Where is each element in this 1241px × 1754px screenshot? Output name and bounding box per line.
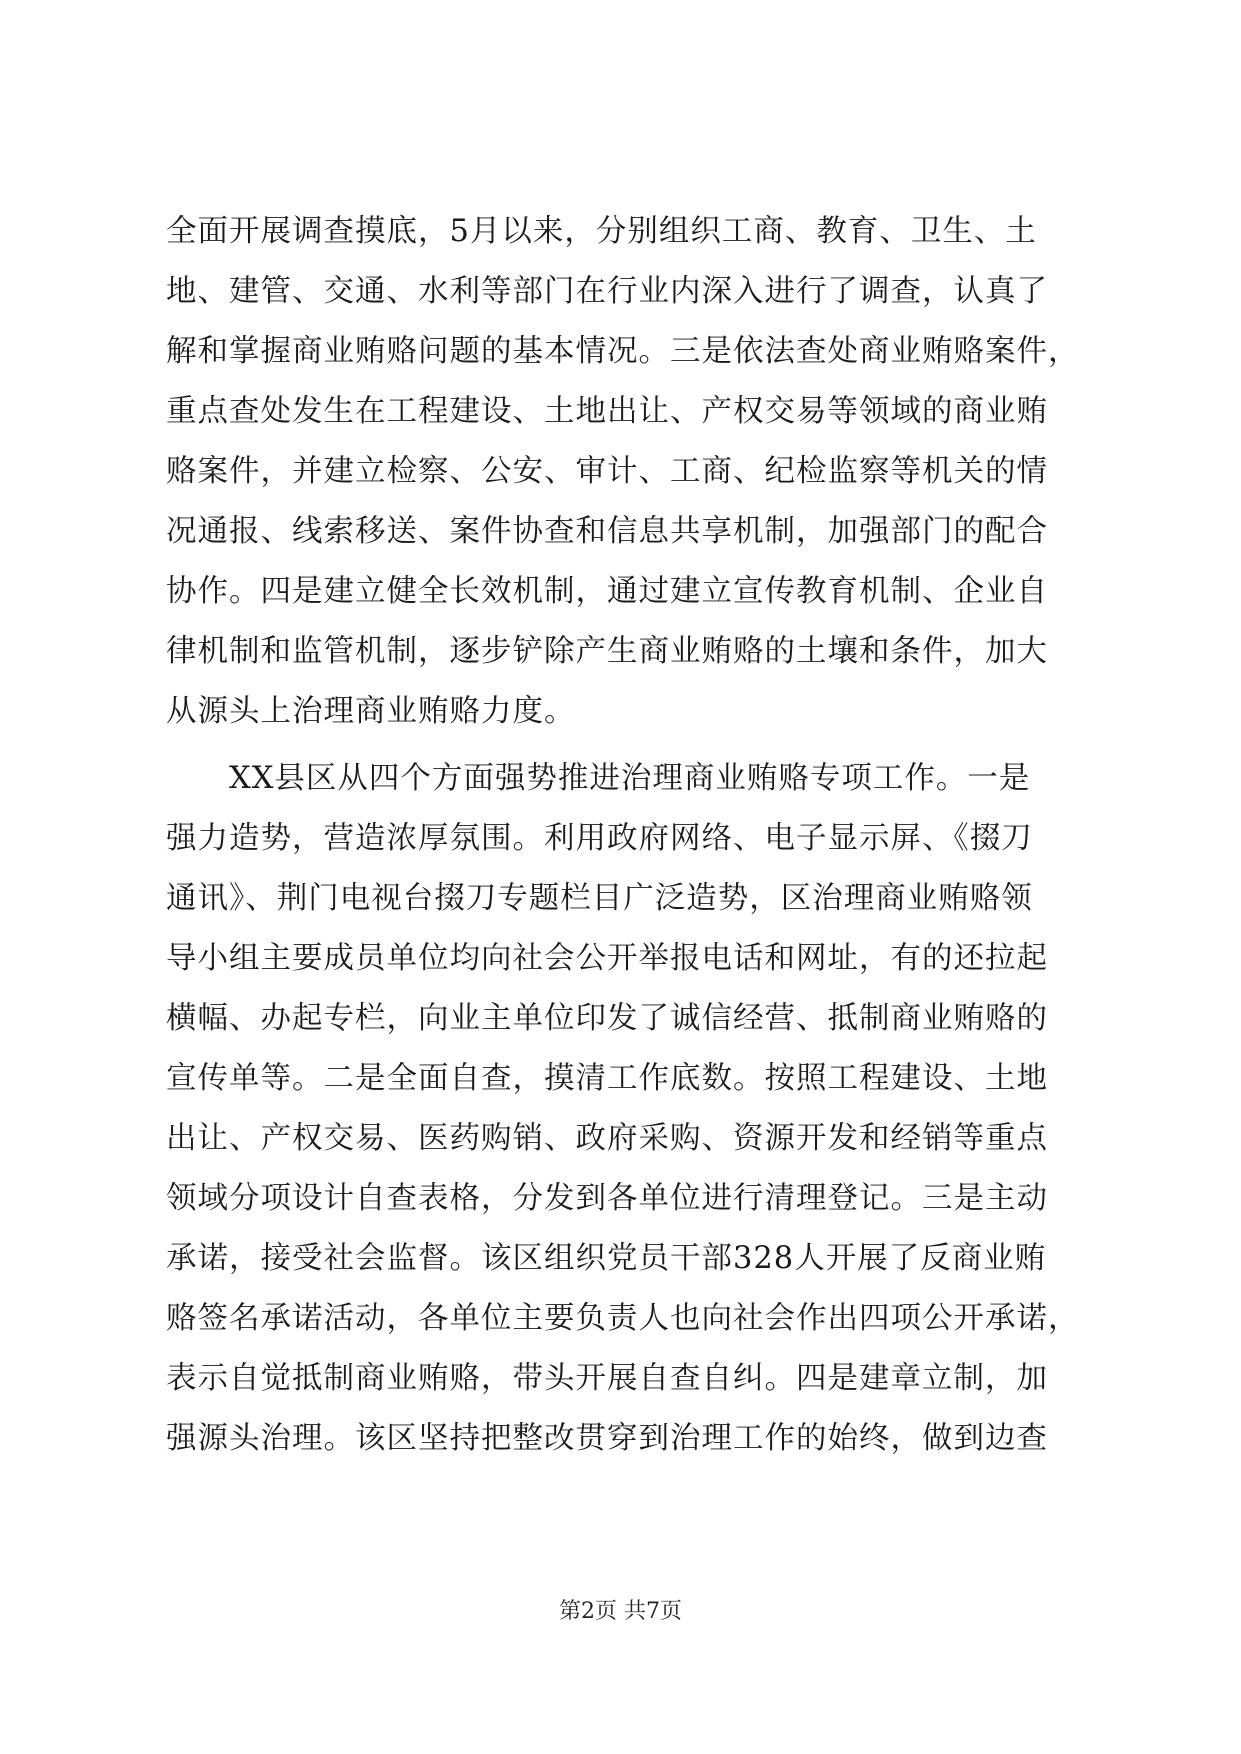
paragraph-start-line: XX县区从四个方面强势推进治理商业贿赂专项工作。一是 [166, 761, 1031, 796]
text-line: 况通报、线索移送、案件协查和信息共享机制，加强部门的配合 [166, 514, 1048, 549]
text-line: 通讯》、荆门电视台掇刀专题栏目广泛造势，区治理商业贿赂领 [166, 881, 1033, 916]
text-line: 从源头上治理商业贿赂力度。 [166, 694, 576, 729]
text-line: 表示自觉抵制商业贿赂，带头开展自查自纠。四是建章立制，加 [166, 1361, 1048, 1396]
text-line: 赂签名承诺活动，各单位主要负责人也向社会作出四项公开承诺， [166, 1301, 1080, 1336]
page-footer: 第2页 共7页 [559, 1599, 682, 1624]
text-line: 强源头治理。该区坚持把整改贯穿到治理工作的始终，做到边查 [166, 1421, 1048, 1456]
text-line: 地、建管、交通、水利等部门在行业内深入进行了调查，认真了 [166, 274, 1048, 309]
text-line: 协作。四是建立健全长效机制，通过建立宣传教育机制、企业自 [166, 574, 1048, 609]
text-line: 承诺，接受社会监督。该区组织党员干部328人开展了反商业贿 [166, 1241, 1047, 1276]
text-line: 重点查处发生在工程建设、土地出让、产权交易等领域的商业贿 [166, 394, 1048, 429]
text-line: 横幅、办起专栏，向业主单位印发了诚信经营、抵制商业贿赂的 [166, 1001, 1048, 1036]
text-line: 解和掌握商业贿赂问题的基本情况。三是依法查处商业贿赂案件， [166, 334, 1080, 369]
text-line: 赂案件，并建立检察、公安、审计、工商、纪检监察等机关的情 [166, 454, 1048, 489]
text-line: 律机制和监管机制，逐步铲除产生商业贿赂的土壤和条件，加大 [166, 634, 1048, 669]
text-line: 出让、产权交易、医药购销、政府采购、资源开发和经销等重点 [166, 1121, 1048, 1156]
text-line: 导小组主要成员单位均向社会公开举报电话和网址，有的还拉起 [166, 941, 1048, 976]
text-line: 宣传单等。二是全面自查，摸清工作底数。按照工程建设、土地 [166, 1061, 1048, 1096]
text-line: 领域分项设计自查表格，分发到各单位进行清理登记。三是主动 [166, 1181, 1048, 1216]
text-line: 全面开展调查摸底，5月以来，分别组织工商、教育、卫生、土 [166, 214, 1037, 249]
text-line: 强力造势，营造浓厚氛围。利用政府网络、电子显示屏、《掇刀 [166, 821, 1033, 856]
